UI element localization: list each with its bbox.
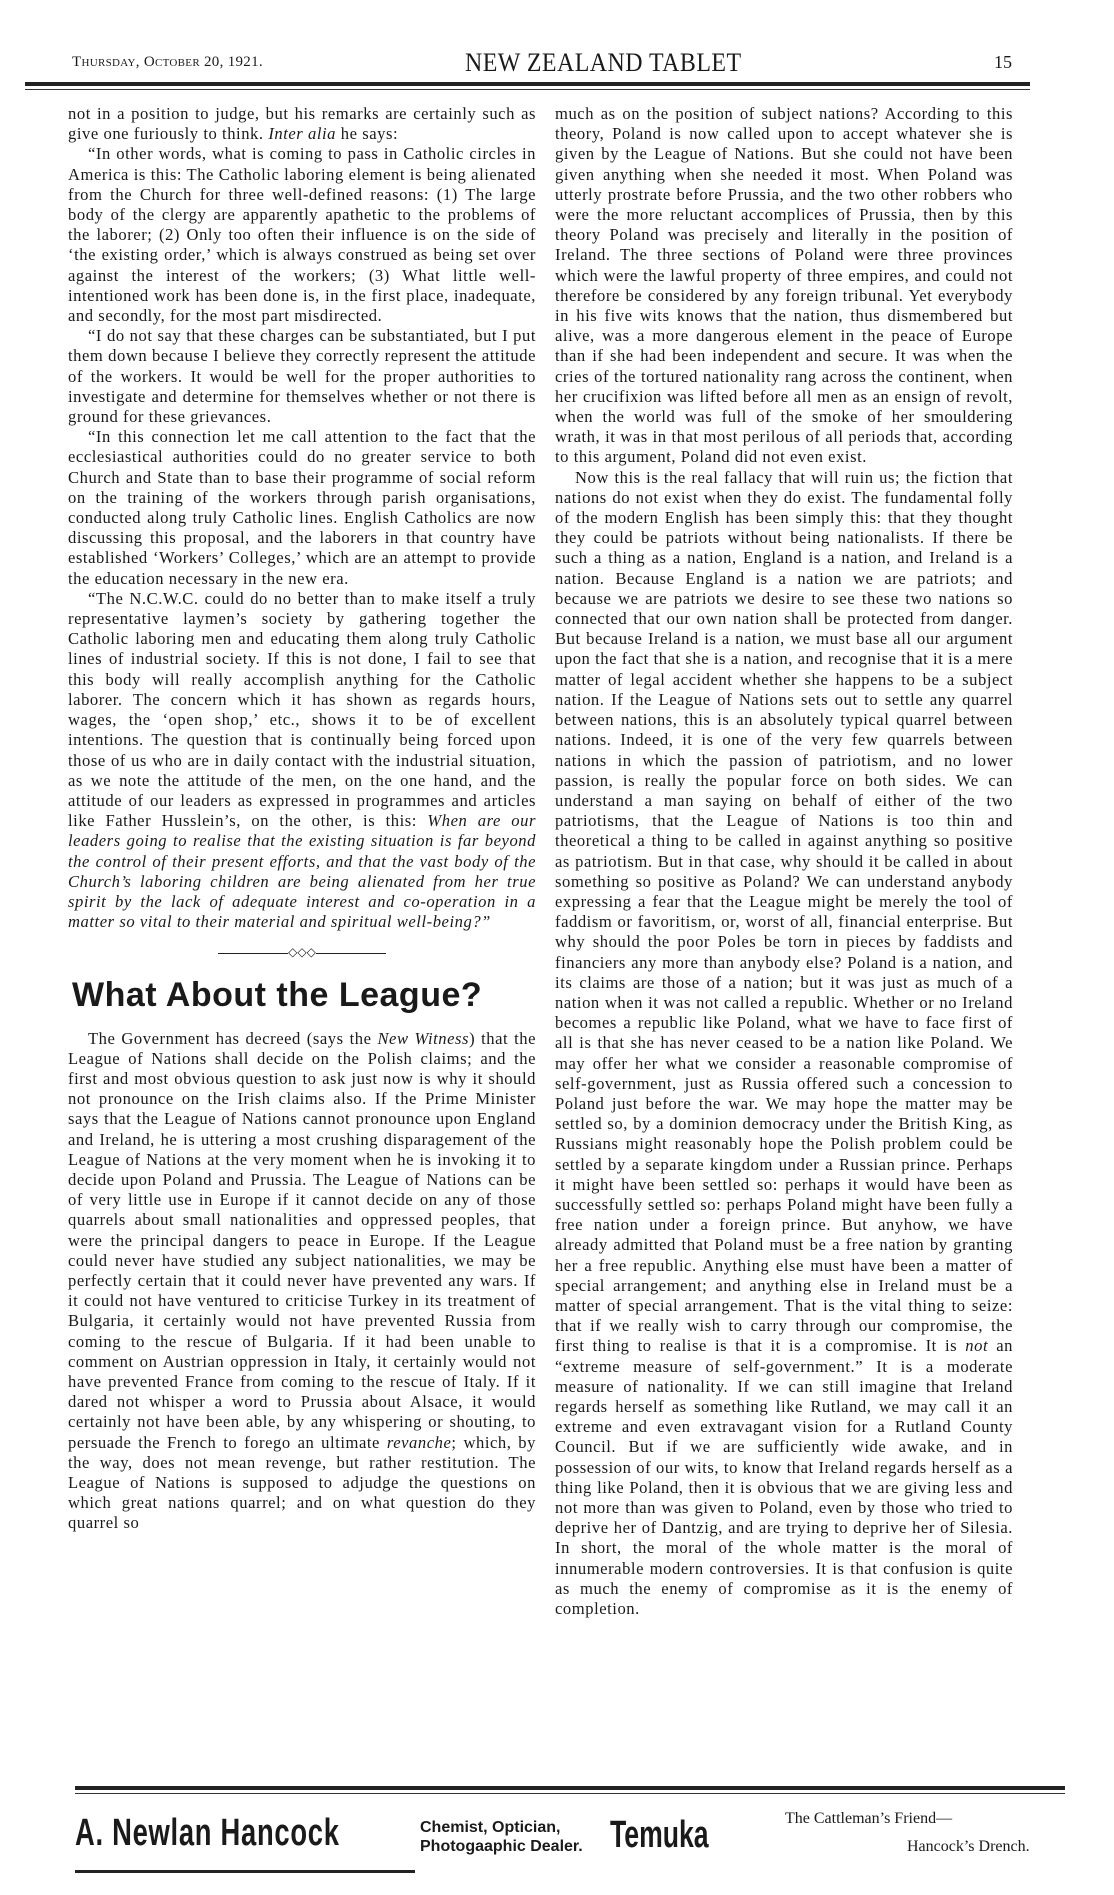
text-run: “I do not say that these charges can be substantiated, but I put them down because I believe they correctly represent the attitude of the workers. It would be well for the proper authorities to investigate and determine for themselves whether or not there is ground for these grievances. xyxy=(68,326,536,427)
text-run: The Government has decreed (says the xyxy=(88,1028,378,1048)
paragraph xyxy=(68,144,536,326)
paragraph xyxy=(68,1029,536,1534)
paragraph xyxy=(555,104,1013,468)
paragraph xyxy=(555,468,1013,1620)
header-rule-thin xyxy=(25,89,1030,90)
italic-text: revanche xyxy=(386,1432,452,1452)
text-run: ) that the League of Nations shall decide on the Polish claims; and the first and most obvious question to ask just now is why it should not pronounce on the Irish claims also. If the Prime Minister says that the League of Nations cannot pronounce upon England and Ireland, he is uttering a most crushing disparagement of the League of Nations at the very moment when he is invoking it to decide upon Poland and Prussia. The League of Nations can be of very little use in Europe if it cannot decide on any of those quarrels about small nationalities and oppressed peoples, that were the principal dangers to peace in Europe. If the League could never have studied any subject nationalities, we may be perfectly certain that it could never have prevented any wars. If it could not have ventured to criticise Turkey in its treatment of Bulgaria, it certainly would not have prevented Russia from coming to the rescue of Bulgaria. If it had been unable to comment on Austrian oppression in Italy, it certainly would not have prevented France from coming to the rescue of Italy. If it dared not whisper a word to Prussia about Alsace, it would certainly not have been able, by any whispering or shouting, to persuade the French to forego an ultimate xyxy=(68,1028,537,1452)
text-run: “In other words, what is coming to pass in Catholic circles in America is this: The Catholic laboring element is being alienated from the Church for three well-defined reasons: (1) The large body of the clergy are apparently apathetic to the problems of the laborer; (2) Only too often their influence is on the side of ‘the existing order,’ which is always construed as being set over against the interest of the workers; (3) What little well-intentioned work has been done is, in the first place, inadequate, and secondly, for the most part misdirected. xyxy=(68,144,536,326)
header-rule xyxy=(25,82,1030,86)
advertisement xyxy=(75,1810,1065,1880)
footer-rule xyxy=(75,1786,1065,1790)
issue-date: Thursday, October 20, 1921. xyxy=(72,54,263,70)
article-body xyxy=(68,1029,536,1534)
page-number: 15 xyxy=(994,52,1012,72)
ad-slogan: The Cattleman’s Friend— xyxy=(785,1810,953,1827)
newspaper-title: NEW ZEALAND TABLET xyxy=(465,48,742,77)
left-column xyxy=(68,104,536,1534)
right-column xyxy=(555,104,1013,1619)
text-run: he says: xyxy=(336,124,399,144)
italic-text: not xyxy=(965,1336,989,1356)
text-run: an “extreme measure of self-government.” It is a moderate measure of nationality. If we can still imagine that Ireland regards herself as something like Rutland, we may call it an extreme and even extravagant vision for a Rutland County Council. But if we are sufficiently wide awake, and in possession of our wits, to know that Ireland regards herself as a thing like Poland, then it is obvious that we are giving less and not more than was given to Poland, even by those who tried to deprive her of Dantzig, and are trying to deprive her of Silesia. In short, the moral of the whole matter is the moral of innumerable modern controversies. It is that confusion is quite as much the enemy of compromise as it is the enemy of completion. xyxy=(555,1336,1013,1619)
paragraph xyxy=(68,104,536,144)
text-run: much as on the position of subject nations? According to this theory, Poland is now called upon to accept whatever she is given by the League of Nations. But she could not have been given anything when she needed it most. When Poland was utterly prostrate before Prussia, and the two other robbers who were the more reluctant accomplices of Prussia, then by this theory Poland was precisely and literally in the position of Ireland. The three sections of Poland were three provinces which were the lawful property of three empires, and could not therefore be considered by any foreign tribunal. Yet everybody in his five wits knows that the nation, thus dismembered but alive, was a more dangerous element in the peace of Europe than if she had been independent and secure. It was when the cries of the tortured nationality rang across the continent, when her crucifixion was lifted before all men as an ensign of revolt, when the world was full of the smoke of her smouldering wrath, it was in that most perilous of all periods that, according to this argument, Poland did not even exist. xyxy=(555,104,1013,467)
trade-line-2: Photogaaphic Dealer. xyxy=(420,1838,583,1855)
text-run: “In this connection let me call attention to the fact that the ecclesiastical authorities could do no greater service to both Church and State than to base their programme of social reform on the training of the workers through parish organisations, conducted along truly Catholic lines. English Catholics are now discussing this proposal, and the laborers in that country have established ‘Workers’ Colleges,’ which are an attempt to provide the education necessary in the new era. xyxy=(68,427,536,588)
text-run: ; which, by the way, does not mean revenge, but rather restitution. The League of Nations is supposed to adjudge the questions on which great nations quarrel; and on what question do they quarrel so xyxy=(68,1432,536,1533)
advertiser-town: Temuka xyxy=(610,1814,709,1856)
article-headline: What About the League? xyxy=(72,975,483,1014)
footer-rule-thin xyxy=(75,1793,1065,1794)
italic-text: New Witness xyxy=(377,1028,470,1048)
section-ornament xyxy=(68,942,536,962)
italic-text: When are our leaders going to realise that the existing situation is far beyond the control of their present efforts, and that the vast body of the Church’s laboring children are being alienated from her true spirit by the lack of adequate interest and co-operation in a matter so vital to their material and spiritual well-being?” xyxy=(68,811,536,932)
text-run: not in a position to judge, but his remarks are certainly such as give one furiously to think. xyxy=(68,104,536,144)
quoted-letter xyxy=(68,104,536,932)
advertiser-underline xyxy=(75,1870,415,1873)
advertiser-name: A. Newlan Hancock xyxy=(75,1812,340,1854)
trade-line-1: Chemist, Optician, xyxy=(420,1819,561,1836)
italic-text: Inter alia xyxy=(268,124,337,144)
diamond-ornament-icon: ◇◇◇ xyxy=(288,945,316,960)
paragraph xyxy=(68,589,536,932)
paragraph xyxy=(68,326,536,427)
article-body-continued xyxy=(555,104,1013,1619)
paragraph xyxy=(68,427,536,589)
advertiser-trade xyxy=(420,1818,583,1856)
text-run: Now this is the real fallacy that will ruin us; the fiction that nations do not exist when they do exist. The fundamental folly of the modern English has been simply this: that they thought they could be patriots without being nationalists. If there be such a thing as a nation, England is a nation, and Ireland is a nation. Because England is a nation we are patriots; and because we are patriots we desire to see these two nations so connected that our own nation shall be protected from danger. But because Ireland is a nation, we must base all our argument upon the fact that she is a nation, and recognise that it is a mere matter of legal accident whether she happens to be a subject nation. If the League of Nations sets out to settle any quarrel between nations, this is an absolutely typical quarrel between nations. Indeed, it is one of the very few quarrels between nations in which the passion of patriotism, and no lower passion, is really the popular force on both sides. We can understand a man saying on behalf of either of the two patriotisms, that the League of Nations is too thin and theoretical a thing to be called in against anything so positive as patriotism. But in that case, why should it be called in about something so positive as Poland? We can understand anybody expressing a fear that the League might be merely the tool of faddism or favoritism, or, worst of all, financial enterprise. But why should the poor Poles be torn in pieces by faddists and financiers any more than anybody else? Poland is a nation, and its claims are those of a nation; but it was just as much of a nation when it was not called a republic. Whether or no Ireland becomes a republic like Poland, what we have to face first of all is that she has never ceased to be a nation like Poland. We may offer her what we consider a reasonable compromise of self-government, just as Russia offered such a concession to Poland just before the war. We may hope the matter may be settled so, by a dominion democracy under the British King, as Russians might reasonably hope the Polish problem could be settled by a separate kingdom under a Russian prince. Perhaps it might have been settled so: perhaps it would have been as successfully settled so: perhaps Poland might have been fully a free nation under a foreign prince. But anyhow, we have already admitted that Poland must be a free nation by granting her a free republic. Anything else must have been a matter of special arrangement; and anything else in Ireland must be a matter of special arrangement. That is the vital thing to seize: that if we really wish to carry through our compromise, the first thing to realise is that it is a compromise. It is xyxy=(555,467,1013,1356)
ad-product: Hancock’s Drench. xyxy=(907,1838,1030,1855)
ornament-line xyxy=(218,953,288,954)
text-run: “The N.C.W.C. could do no better than to make itself a truly representative laymen’s society by gathering together the Catholic laboring men and educating them along truly Catholic lines of industrial society. If this is not done, I fail to see that this body will really accomplish anything for the Catholic laborer. The concern which it has shown as regards hours, wages, the ‘open shop,’ etc., shows it to be of excellent intentions. The question that is continually being forced upon those of us who are in daily contact with the industrial situation, as we note the attitude of the men, on the one hand, and the attitude of our leaders as expressed in programmes and articles like Father Husslein’s, on the other, is this: xyxy=(68,588,536,831)
ornament-line xyxy=(316,953,386,954)
masthead xyxy=(70,48,1030,78)
